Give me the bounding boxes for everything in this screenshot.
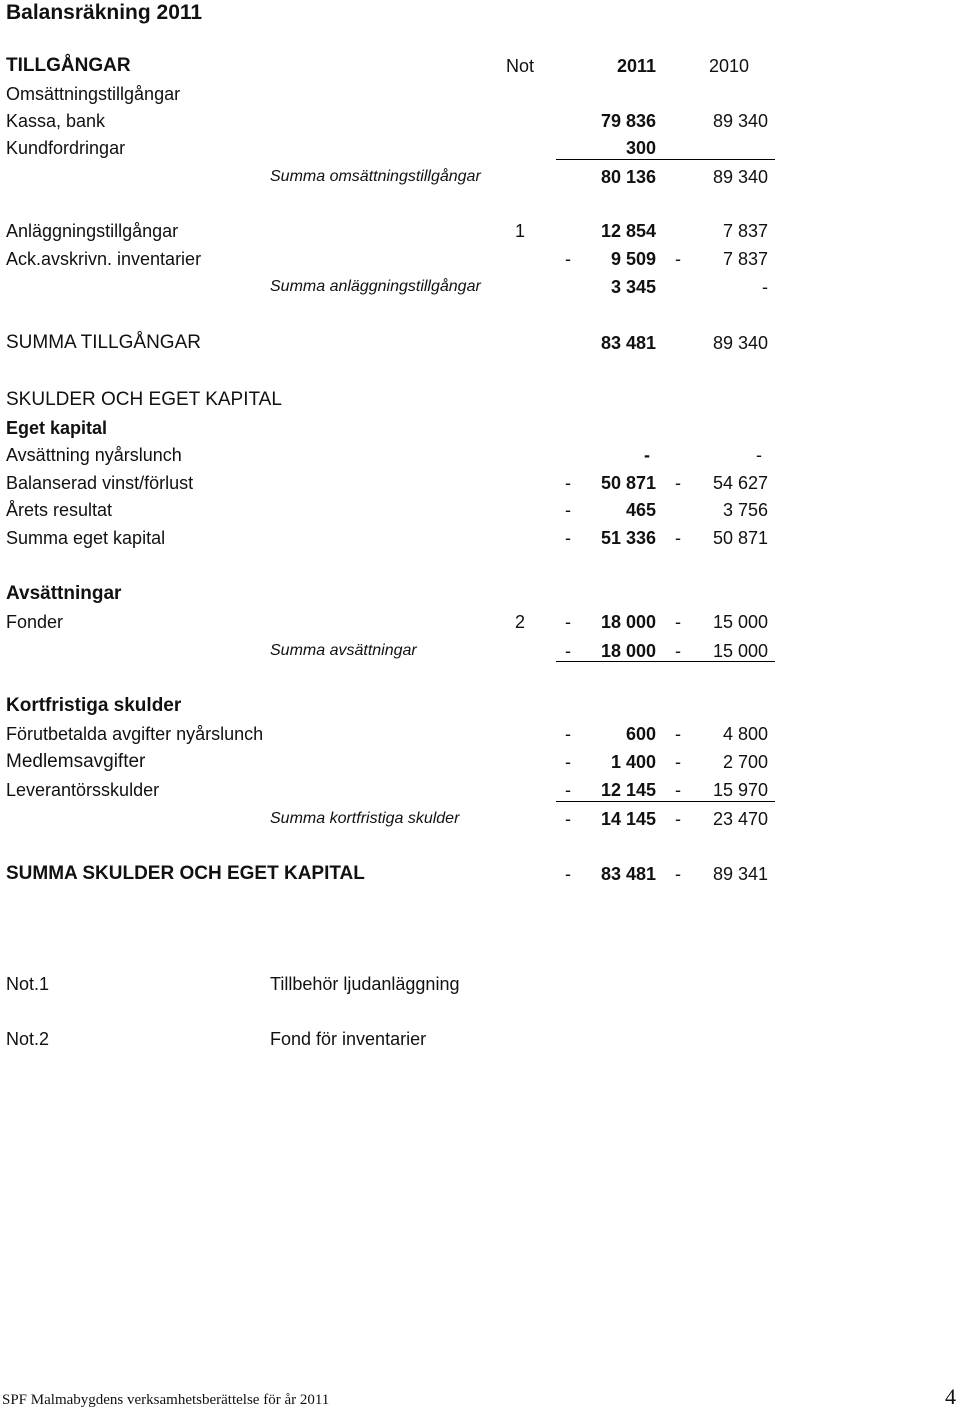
- table-row: Medlemsavgifter - 1 400 - 2 700: [6, 751, 768, 772]
- total-liabilities-row: SUMMA SKULDER OCH EGET KAPITAL - 83 481 - 89 341: [6, 863, 768, 884]
- table-row: Leverantörsskulder - 12 145 - 15 970: [6, 780, 768, 800]
- subtotal-row: Summa avsättningar - 18 000 - 15 000: [270, 641, 768, 661]
- sum-divider: [556, 661, 775, 662]
- section-tillgangar: TILLGÅNGAR: [6, 55, 131, 76]
- sum-divider: [556, 159, 775, 160]
- header-row: [0, 53, 960, 79]
- equity-heading: Eget kapital: [6, 418, 108, 438]
- total-assets-row: SUMMA TILLGÅNGAR 83 481 89 340: [6, 332, 768, 353]
- table-row: Ack.avskrivn. inventarier - 9 509 - 7 837: [6, 249, 768, 269]
- page-footer: [0, 1384, 960, 1412]
- subtotal-row: Summa eget kapital - 51 336 - 50 871: [6, 528, 768, 548]
- subtotal-row: Summa anläggningstillgångar 3 345 -: [270, 277, 768, 297]
- table-row: Anläggningstillgångar 1 12 854 7 837: [6, 221, 768, 241]
- page-number: 4: [945, 1384, 956, 1409]
- table-row: Avsättning nyårslunch - -: [6, 445, 762, 465]
- liabilities-heading: SKULDER OCH EGET KAPITAL: [6, 389, 282, 410]
- subtotal-row: Summa omsättningstillgångar 80 136 89 340: [270, 167, 768, 187]
- note-row: Not.2 Fond för inventarier: [6, 1029, 427, 1049]
- table-row: Förutbetalda avgifter nyårslunch - 600 - 4 800: [6, 724, 768, 744]
- table-row: Balanserad vinst/förlust - 50 871 - 54 627: [6, 473, 768, 493]
- provisions-heading: Avsättningar: [6, 583, 122, 604]
- table-row: Fonder 2 - 18 000 - 15 000: [6, 612, 768, 632]
- col-not-header: Not: [505, 56, 534, 76]
- table-row: Kundfordringar 300: [6, 138, 656, 158]
- note-row: Not.1 Tillbehör ljudanläggning: [6, 974, 460, 994]
- page-title: Balansräkning 2011: [6, 1, 203, 24]
- current-assets-heading: Omsättningstillgångar: [6, 84, 181, 104]
- sum-divider: [556, 801, 775, 802]
- col-2010-header: 2010: [708, 56, 750, 76]
- subtotal-row: Summa kortfristiga skulder - 14 145 - 23 470: [270, 809, 768, 829]
- short-liabilities-heading: Kortfristiga skulder: [6, 695, 182, 716]
- table-row: Årets resultat - 465 3 756: [6, 500, 768, 520]
- col-2011-header: 2011: [616, 56, 656, 76]
- footer-text: SPF Malmabygdens verksamhetsberättelse för år 2011: [2, 1392, 330, 1408]
- table-row: Kassa, bank 79 836 89 340: [6, 111, 768, 131]
